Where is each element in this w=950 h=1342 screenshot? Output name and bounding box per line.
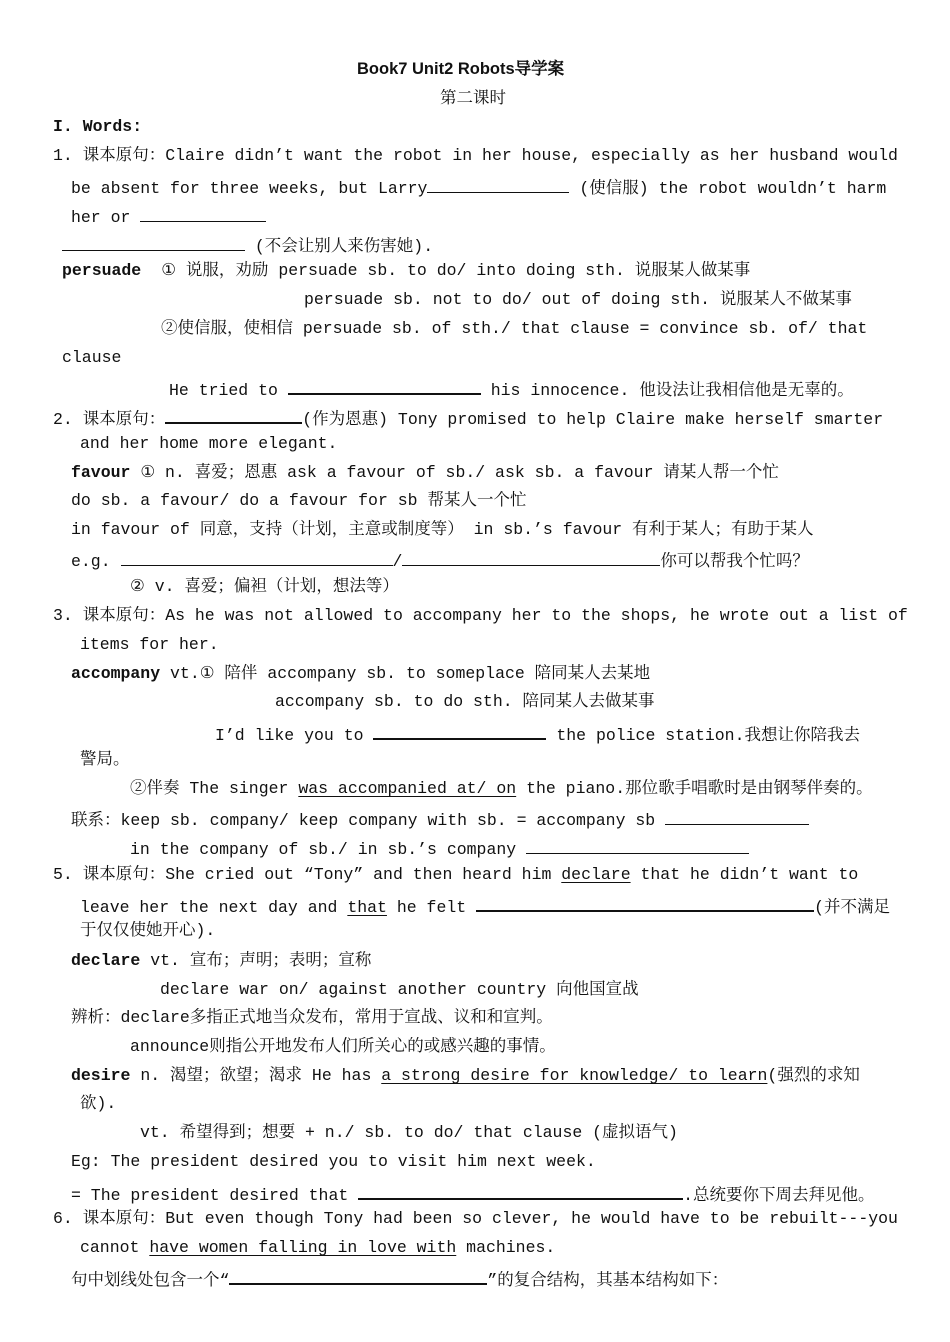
vocab-word-persuade: persuade [62,261,142,280]
favour-definition-2: ② v. 喜爱；偏袒（计划，想法等） [130,577,399,596]
example-text: I’d like you to [215,726,374,745]
desire-definition [71,1065,860,1087]
example-text: e.g. [71,552,121,571]
item-3-sentence-line-2: items for her. [80,635,219,654]
section-heading: I. Words: [53,117,143,136]
definition-text: ① n. 喜爱；恩惠 ask a favour of sb./ ask sb. a favour 请某人帮一个忙 [130,463,779,482]
item-1-sentence-line-2 [71,174,886,200]
item-2-sentence-line-1 [53,404,883,431]
item-5-text: that he didn’t want to [630,865,859,884]
declare-distinction-1: 辨析：declare多指正式地当众发布，常用于宣战、议和和宣判。 [71,1008,553,1027]
item-2-sentence-line-2: and her home more elegant. [80,434,338,453]
item-6-text: cannot [80,1238,150,1257]
item-1-text: be absent for three weeks, but Larry [71,179,428,198]
declare-distinction-2: announce则指公开地发布人们所关心的或感兴趣的事情。 [130,1037,556,1056]
item-6-text: machines. [456,1238,556,1257]
definition-text: ②伴奏 The singer [130,779,299,798]
favour-definition-1 [71,462,779,484]
link-text: in the company of sb./ in sb.’s company [130,840,527,859]
item-1-sentence-line-4 [62,232,433,258]
definition-text: the piano.那位歌手唱歌时是由钢琴伴奏的。 [516,779,873,798]
example-text: the police station.我想让你陪我去 [546,726,860,745]
vocab-word-favour: favour [71,463,131,482]
declare-definition [71,950,371,972]
definition-text: ① 说服，劝励 persuade sb. to do/ into doing sth. 说服某人做某事 [161,261,751,280]
desire-definition-cont: 欲). [80,1094,117,1113]
favour-definition-1c: in favour of 同意，支持（计划，主意或制度等） in sb.’s favour 有利于某人；有助于某人 [71,520,814,539]
item-5-text: (并不满足 [814,898,890,917]
item-1-text: her or [71,208,141,227]
item-2-text: 2. 课本原句： [53,410,166,429]
underlined-word: declare [561,865,631,884]
item-5-text: 5. 课本原句：She cried out “Tony” and then heard him [53,865,562,884]
persuade-definition-1 [62,260,750,282]
item-6-sentence-line-3 [71,1265,728,1292]
link-text: 联系：keep sb. company/ keep company with sb. = accompany sb [71,811,666,830]
vocab-word-desire: desire [71,1066,131,1085]
underlined-phrase: have women falling in love with [149,1238,457,1257]
persuade-example-blank[interactable] [288,375,481,395]
accompany-link-blank-2[interactable] [526,835,749,854]
page-title: Book7 Unit2 Robots导学案 [357,60,565,78]
accompany-example-cont: 警局。 [80,750,130,769]
desire-example-blank[interactable] [358,1180,683,1200]
accompany-link-2 [130,835,749,861]
underlined-phrase: a strong desire for knowledge/ to learn [381,1066,768,1085]
item-1-sentence-line-1: 1. 课本原句：Claire didn’t want the robot in her house, especially as her husband would [53,146,898,165]
item-1-blank-2[interactable] [140,203,266,222]
item-6-text: 句中划线处包含一个“ [71,1271,230,1290]
item-5-blank[interactable] [476,892,814,912]
item-6-text: ”的复合结构，其基本结构如下： [487,1271,729,1290]
example-text: 你可以帮我个忙吗？ [660,552,809,571]
favour-example [71,547,809,573]
example-text: He tried to [169,381,288,400]
persuade-definition-2b: clause [62,348,122,367]
favour-example-blank-1[interactable] [121,547,393,566]
item-5-text: he felt [386,898,477,917]
item-6-blank[interactable] [229,1265,487,1285]
accompany-definition-2 [130,778,873,800]
desire-example-1: Eg: The president desired you to visit him next week. [71,1152,596,1171]
page-subtitle: 第二课时 [440,88,506,107]
accompany-example-blank[interactable] [373,720,546,740]
accompany-definition-1 [71,663,650,685]
item-5-sentence-line-1 [53,864,858,886]
definition-text: n. 渴望；欲望；渴求 He has [130,1066,382,1085]
definition-text: vt.① 陪伴 accompany sb. to someplace 陪同某人去某地 [160,664,651,683]
item-1-sentence-line-3 [71,203,266,229]
desire-example-2 [71,1180,875,1207]
favour-definition-1b: do sb. a favour/ do a favour for sb 帮某人一个忙 [71,491,527,510]
vocab-word-accompany: accompany [71,664,161,683]
definition-text: (强烈的求知 [767,1066,860,1085]
accompany-example [215,720,860,747]
underlined-word: that [347,898,387,917]
item-6-sentence-line-1: 6. 课本原句：But even though Tony had been so clever, he would have to be rebuilt---you [53,1209,898,1228]
example-text: his innocence. 他设法让我相信他是无辜的。 [480,381,854,400]
item-2-blank[interactable] [165,404,302,424]
example-separator: / [392,552,403,571]
item-1-text: (使信服) the robot wouldn’t harm [569,179,887,198]
item-2-text: (作为恩惠) Tony promised to help Claire make herself smarter [302,410,884,429]
accompany-definition-1b: accompany sb. to do sth. 陪同某人去做某事 [275,692,655,711]
definition-text: vt. 宣布；声明；表明；宣称 [140,951,372,970]
item-1-blank-1[interactable] [427,174,569,193]
accompany-link-1 [71,806,809,832]
favour-example-blank-2[interactable] [402,547,660,566]
item-5-text: leave her the next day and [80,898,348,917]
declare-phrase: declare war on/ against another country 向他国宣战 [160,980,639,999]
accompany-link-blank-1[interactable] [665,806,809,825]
item-6-sentence-line-2 [80,1237,555,1259]
desire-verb-definition: vt. 希望得到；想要 + n./ sb. to do/ that clause (虚拟语气) [140,1123,678,1142]
vocab-word-declare: declare [71,951,141,970]
underlined-phrase: was accompanied at/ on [298,779,517,798]
item-5-sentence-line-3: 于仅仅使她开心). [80,921,216,940]
persuade-definition-2: ②使信服，使相信 persuade sb. of sth./ that clause = convince sb. of/ that [161,319,868,338]
item-5-sentence-line-2 [80,892,890,919]
persuade-definition-1b: persuade sb. not to do/ out of doing sth. 说服某人不做某事 [304,290,852,309]
example-text: .总统要你下周去拜见他。 [683,1186,875,1205]
item-1-text: (不会让别人来伤害她). [245,237,434,256]
example-text: = The president desired that [71,1186,359,1205]
item-1-blank-3[interactable] [62,232,245,251]
persuade-example [169,375,854,402]
item-3-sentence-line-1: 3. 课本原句：As he was not allowed to accompany her to the shops, he wrote out a list of [53,606,908,625]
